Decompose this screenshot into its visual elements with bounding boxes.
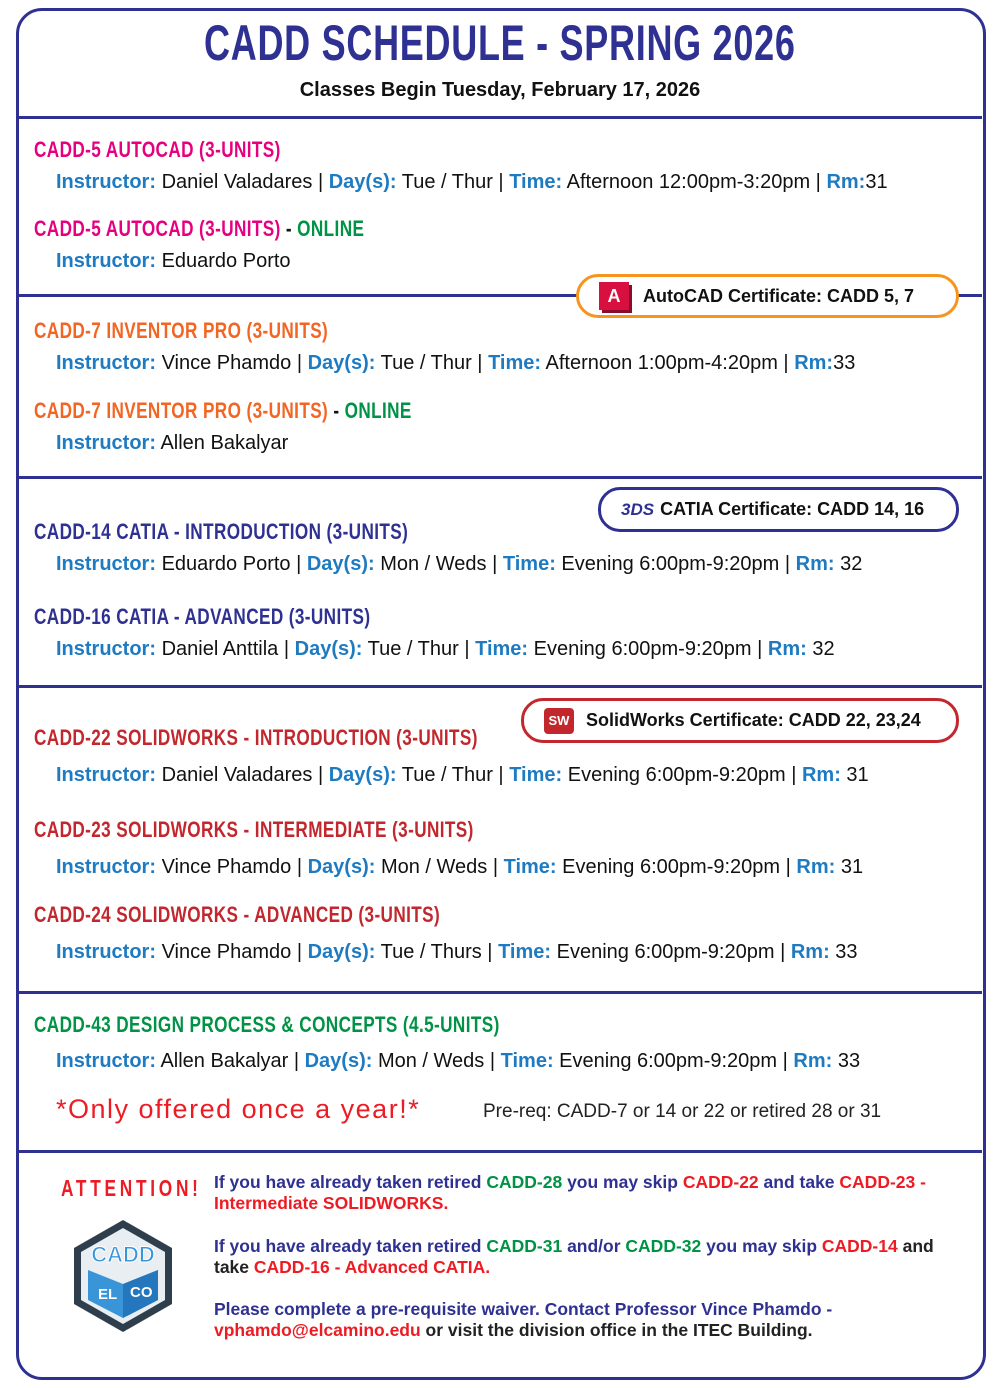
course-title: [34, 1012, 500, 1038]
room-label: Rm:: [793, 1050, 833, 1072]
attention-note-waiver: Please complete a pre-requisite waiver. Contact Professor Vince Phamdo - vphamdo@elcamino.edu or visit the division office in the ITEC Building.: [214, 1299, 833, 1340]
instructor-label: Instructor:: [56, 432, 156, 454]
instructor-label: Instructor:: [56, 638, 156, 660]
email-link[interactable]: vphamdo@elcamino.edu: [214, 1320, 421, 1340]
course-details: Instructor: Eduardo Porto | Day(s): Mon / Weds | Time: Evening 6:00pm-9:20pm | Rm: 32: [56, 553, 863, 575]
course-title: CADD-5 AUTOCAD (3-UNITS) - ONLINE: [34, 216, 365, 241]
course-title: [34, 137, 281, 163]
instructor-name: Daniel Valadares: [161, 764, 313, 786]
logo-sub-el: EL: [98, 1286, 118, 1303]
attention-note-catia: If you have already taken retired CADD-31 and/or CADD-32 you may skip CADD-14 and take CADD-16 - Advanced CATIA.: [214, 1236, 934, 1277]
instructor-name: Eduardo Porto: [161, 250, 291, 272]
time-label: Time:: [503, 856, 557, 878]
cadd-elco-logo: [68, 1218, 178, 1334]
course-title: [34, 604, 370, 630]
instructor-label: Instructor:: [56, 1050, 156, 1072]
room-label: Rm:: [796, 856, 836, 878]
time-label: Time:: [498, 941, 552, 963]
days-label: Day(s):: [307, 856, 376, 878]
instructor-name: Vince Phamdo: [161, 941, 292, 963]
days-value: Tue / Thur: [401, 171, 493, 193]
divider: [18, 476, 982, 479]
days-label: Day(s):: [304, 1050, 373, 1072]
instructor-name: Allen Bakalyar: [160, 1050, 289, 1072]
days-value: Mon / Weds: [380, 553, 487, 575]
course-details: [56, 250, 291, 273]
certificate-label: SolidWorks Certificate: CADD 22, 23,24: [586, 710, 921, 730]
course-details: Instructor: Vince Phamdo | Day(s): Tue / Thur | Time: Afternoon 1:00pm-4:20pm | Rm:33: [56, 352, 856, 374]
course-details: Instructor: Daniel Anttila | Day(s): Tue / Thur | Time: Evening 6:00pm-9:20pm | Rm: 32: [56, 638, 835, 660]
instructor-label: Instructor:: [56, 764, 156, 786]
time-label: Time:: [509, 764, 563, 786]
divider: [18, 991, 982, 994]
days-label: Day(s):: [307, 941, 376, 963]
instructor-name: Vince Phamdo: [161, 856, 292, 878]
room-label: Rm:: [801, 764, 841, 786]
course-details: [56, 432, 288, 455]
room-value: 31: [865, 171, 888, 193]
time-value: Evening 6:00pm-9:20pm: [562, 856, 781, 878]
instructor-label: Instructor:: [56, 941, 156, 963]
room-value: 31: [840, 764, 869, 786]
page-title: [0, 14, 1000, 72]
divider: [18, 116, 982, 119]
time-label: Time:: [500, 1050, 554, 1072]
page-title-text: CADD SCHEDULE - SPRING 2026: [204, 15, 796, 71]
course-title-text: CADD-14 CATIA - INTRODUCTION (3-UNITS): [34, 519, 409, 544]
attention-heading: ATTENTION!: [61, 1175, 202, 1201]
course-details: Instructor: Allen Bakalyar | Day(s): Mon / Weds | Time: Evening 6:00pm-9:20pm | Rm: 33: [56, 1050, 861, 1072]
room-label: Rm:: [767, 638, 807, 660]
instructor-label: Instructor:: [56, 352, 156, 374]
time-value: Evening 6:00pm-9:20pm: [533, 638, 752, 660]
solidworks-logo-icon: SW: [544, 708, 574, 734]
divider: [18, 685, 982, 688]
logo-text: CADD: [91, 1242, 155, 1267]
instructor-name: Daniel Valadares: [161, 171, 313, 193]
course-details: Instructor: Vince Phamdo | Day(s): Tue / Thurs | Time: Evening 6:00pm-9:20pm | Rm: 33: [56, 941, 858, 963]
course-title-text: CADD-22 SOLIDWORKS - INTRODUCTION (3-UNITS): [34, 725, 478, 750]
room-value: 31: [835, 856, 864, 878]
room-value: 32: [806, 638, 835, 660]
room-value: 33: [833, 352, 856, 374]
course-title-text: CADD-7 INVENTOR PRO (3-UNITS): [34, 398, 329, 423]
course-title-text: CADD-5 AUTOCAD (3-UNITS): [34, 137, 281, 162]
logo-sub-co: CO: [130, 1284, 153, 1301]
divider: [18, 1150, 982, 1153]
instructor-label: Instructor:: [56, 553, 156, 575]
course-details: Instructor: Daniel Valadares | Day(s): Tue / Thur | Time: Afternoon 12:00pm-3:20pm | Rm:31: [56, 171, 888, 193]
time-value: Evening 6:00pm-9:20pm: [567, 764, 786, 786]
instructor-label: Instructor:: [56, 171, 156, 193]
days-value: Mon / Weds: [380, 856, 488, 878]
course-title-text: CADD-43 DESIGN PROCESS & CONCEPTS (4.5-UNITS): [34, 1012, 500, 1037]
room-label: Rm:: [795, 553, 835, 575]
course-title: CADD-7 INVENTOR PRO (3-UNITS) - ONLINE: [34, 398, 412, 423]
online-badge: ONLINE: [344, 398, 412, 423]
days-label: Day(s):: [328, 764, 397, 786]
time-value: Afternoon 12:00pm-3:20pm: [566, 171, 811, 193]
room-label: Rm:: [790, 941, 830, 963]
time-label: Time:: [502, 553, 556, 575]
course-title-text: CADD-24 SOLIDWORKS - ADVANCED (3-UNITS): [34, 902, 441, 927]
attention-note-solidworks: If you have already taken retired CADD-28 you may skip CADD-22 and take CADD-23 - Intermediate SOLIDWORKS.: [214, 1172, 926, 1213]
instructor-name: Daniel Anttila: [161, 638, 279, 660]
days-value: Tue / Thur: [401, 764, 493, 786]
certificate-label: AutoCAD Certificate: CADD 5, 7: [643, 285, 915, 306]
certificate-label: CATIA Certificate: CADD 14, 16: [660, 499, 925, 519]
days-value: Tue / Thur: [367, 638, 459, 660]
course-details: Instructor: Daniel Valadares | Day(s): Tue / Thur | Time: Evening 6:00pm-9:20pm | Rm: 31: [56, 764, 869, 786]
autocad-certificate-badge: [576, 274, 959, 318]
autocad-logo-icon: A: [599, 282, 629, 310]
course-title: [34, 902, 440, 928]
room-label: Rm:: [794, 352, 834, 374]
time-value: Afternoon 1:00pm-4:20pm: [545, 352, 778, 374]
time-label: Time:: [475, 638, 529, 660]
time-label: Time:: [509, 171, 563, 193]
days-value: Tue / Thur: [380, 352, 472, 374]
course-title: [34, 318, 328, 344]
course-title-text: CADD-23 SOLIDWORKS - INTERMEDIATE (3-UNITS): [34, 817, 474, 842]
room-value: 32: [834, 553, 863, 575]
days-label: Day(s):: [306, 553, 375, 575]
instructor-name: Allen Bakalyar: [160, 432, 289, 454]
catia-certificate-badge: [598, 487, 959, 532]
online-badge: ONLINE: [297, 216, 365, 241]
course-details: Instructor: Vince Phamdo | Day(s): Mon / Weds | Time: Evening 6:00pm-9:20pm | Rm: 31: [56, 856, 864, 878]
solidworks-certificate-badge: [521, 698, 959, 743]
room-label: Rm:: [826, 171, 866, 193]
course-title-text: CADD-16 CATIA - ADVANCED (3-UNITS): [34, 604, 371, 629]
room-value: 33: [829, 941, 858, 963]
course-title: [34, 817, 474, 843]
instructor-label: Instructor:: [56, 856, 156, 878]
instructor-name: Eduardo Porto: [161, 553, 291, 575]
time-value: Evening 6:00pm-9:20pm: [561, 553, 780, 575]
days-label: Day(s):: [328, 171, 397, 193]
days-value: Tue / Thurs: [380, 941, 482, 963]
course-title: [34, 725, 478, 751]
cadd-shield-icon: [68, 1218, 178, 1334]
time-label: Time:: [488, 352, 542, 374]
course-title-text: CADD-5 AUTOCAD (3-UNITS): [34, 216, 281, 241]
time-value: Evening 6:00pm-9:20pm: [559, 1050, 778, 1072]
days-label: Day(s):: [307, 352, 376, 374]
offered-once-note: *Only offered once a year!*: [56, 1094, 421, 1124]
prereq-note: Pre-req: CADD-7 or 14 or 22 or retired 28 or 31: [483, 1101, 882, 1122]
dassault-3ds-logo-icon: 3DS: [621, 499, 655, 519]
course-title-text: CADD-7 INVENTOR PRO (3-UNITS): [34, 318, 329, 343]
instructor-label: Instructor:: [56, 250, 156, 272]
days-label: Day(s):: [294, 638, 363, 660]
page-subtitle: Classes Begin Tuesday, February 17, 2026: [299, 79, 701, 101]
room-value: 33: [832, 1050, 861, 1072]
course-title: [34, 519, 408, 545]
days-value: Mon / Weds: [377, 1050, 485, 1072]
instructor-name: Vince Phamdo: [161, 352, 292, 374]
time-value: Evening 6:00pm-9:20pm: [556, 941, 775, 963]
